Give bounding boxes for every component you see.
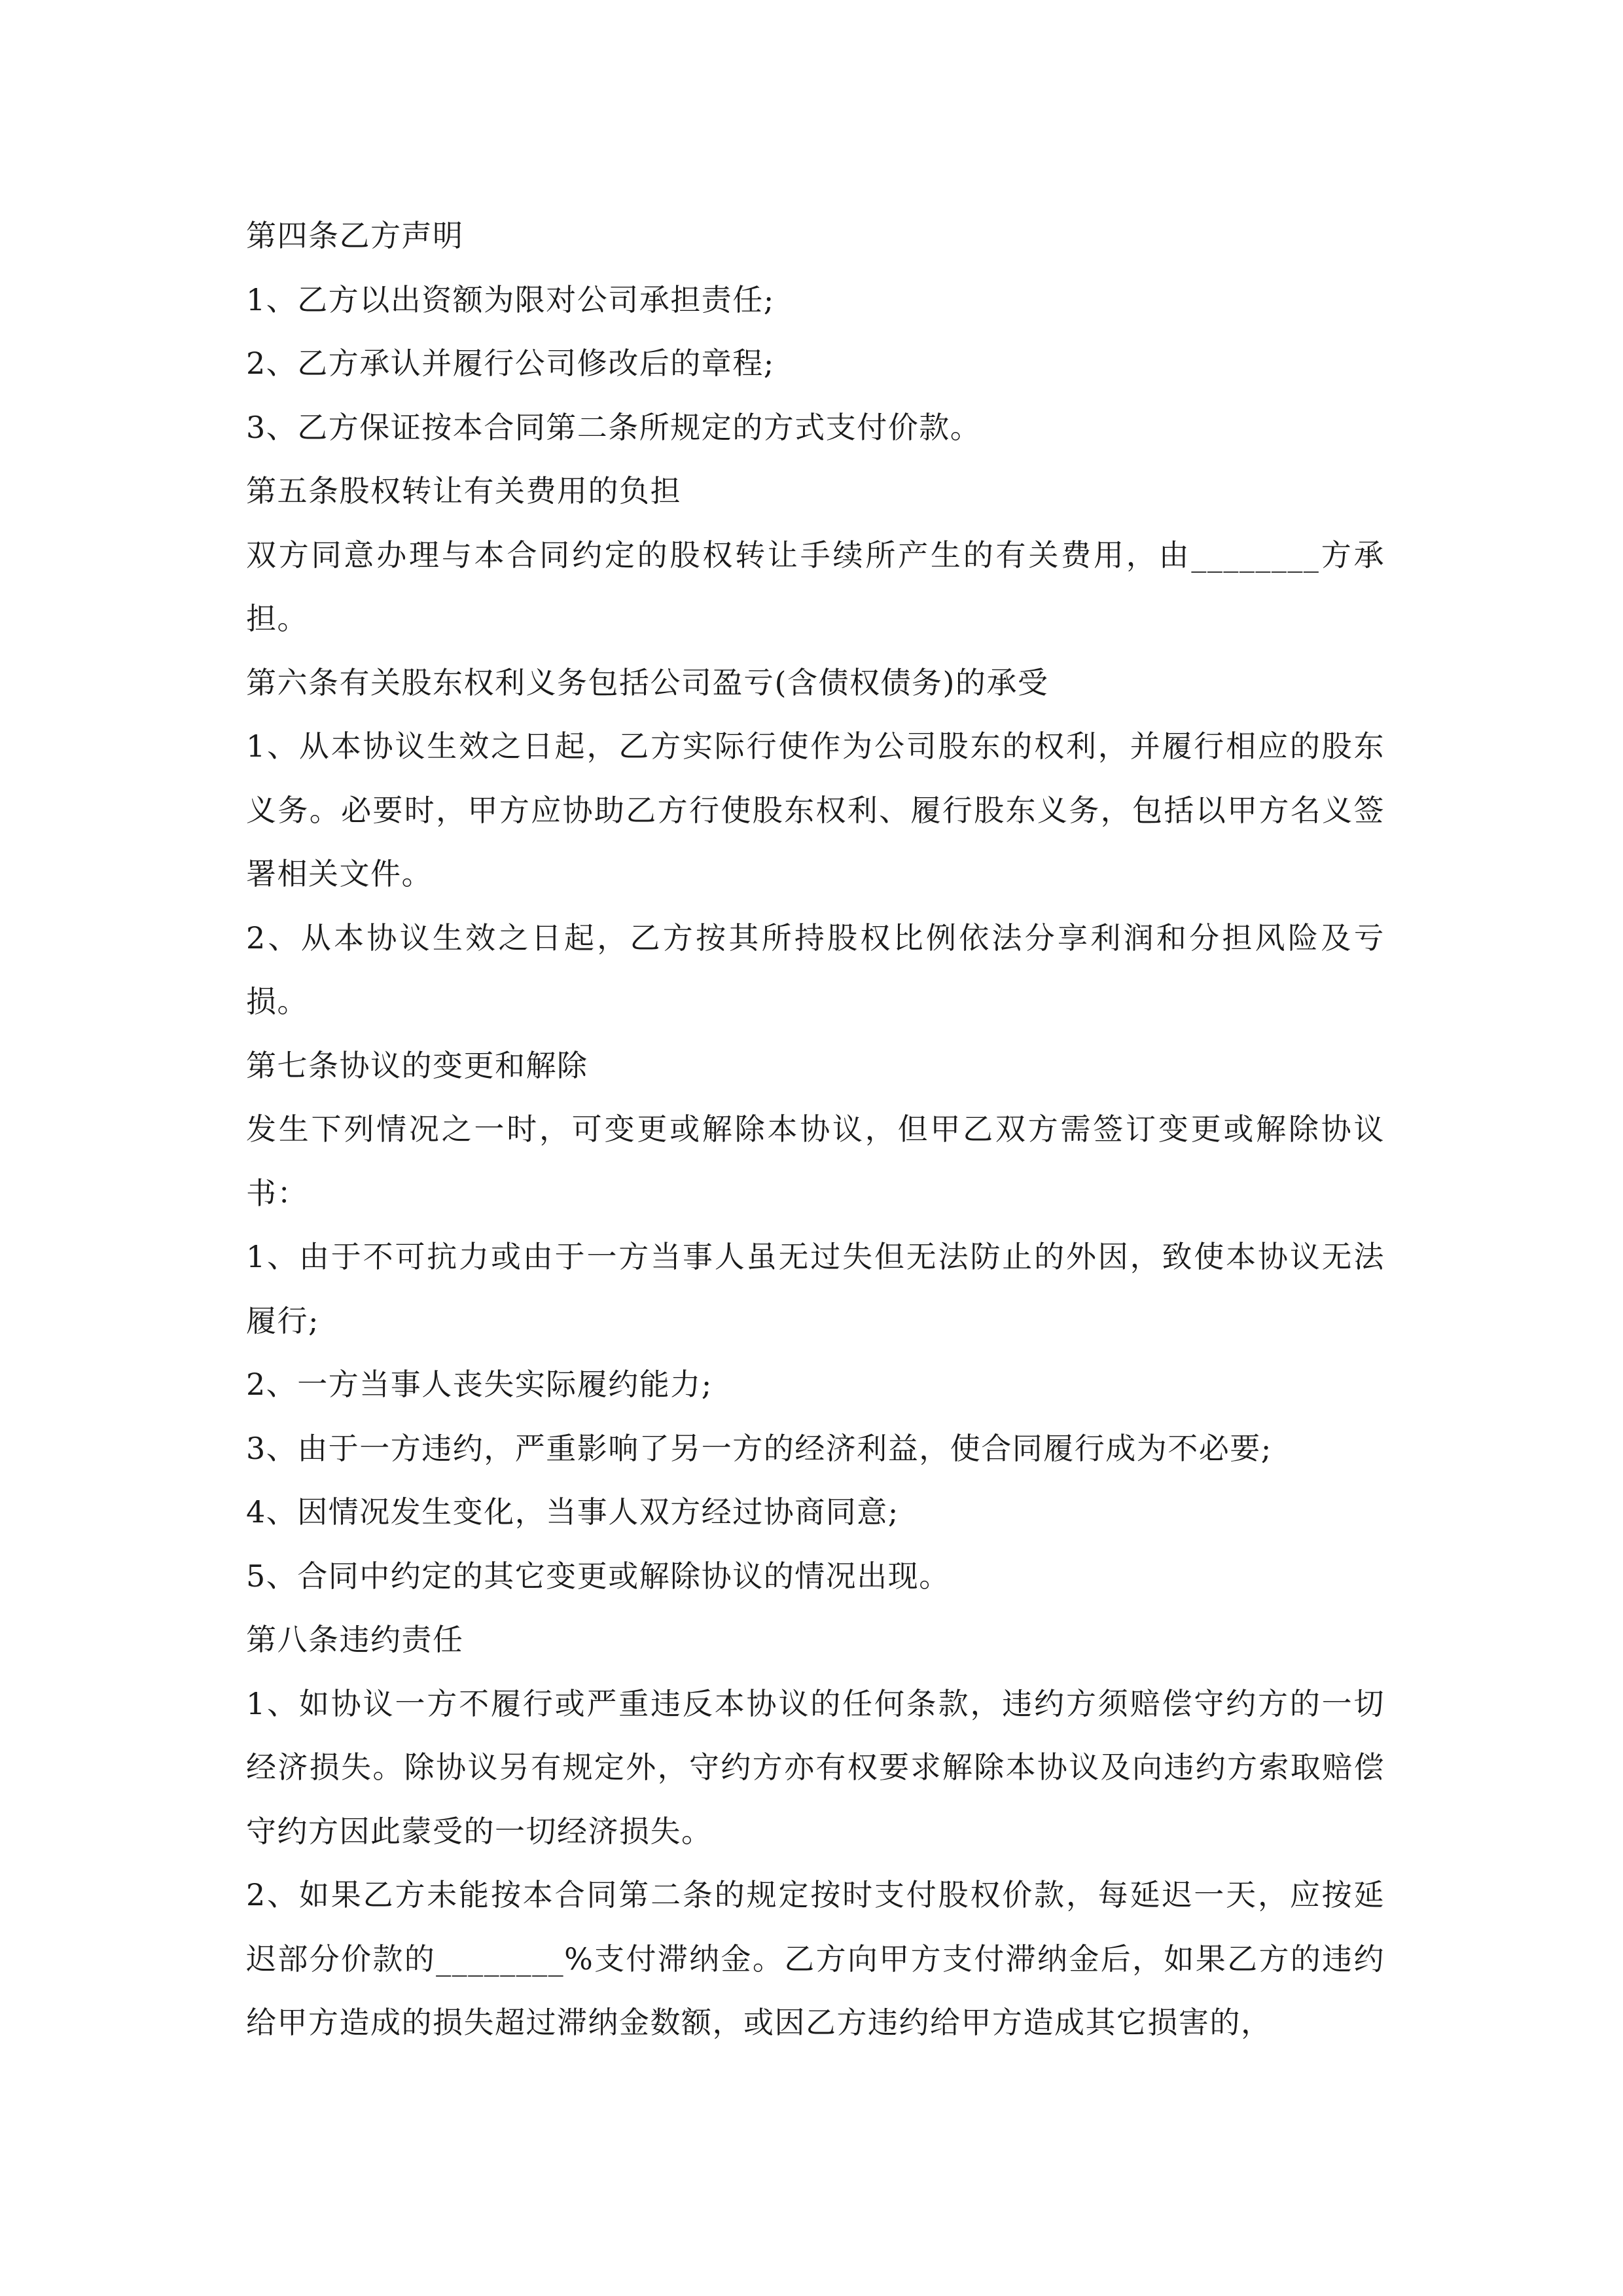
article-7-title: 第七条协议的变更和解除: [246, 1047, 588, 1083]
article-4-item-3: 3、乙方保证按本合同第二条所规定的方式支付价款。: [246, 409, 982, 445]
article-8-title: 第八条违约责任: [246, 1622, 464, 1657]
article-6-title: 第六条有关股东权利义务包括公司盈亏(含债权债务)的承受: [246, 664, 1049, 700]
article-6-item-2: 2、从本协议生效之日起，乙方按其所持股权比例依法分享利润和分担风险及亏损。: [246, 920, 1385, 1019]
document-body: [246, 204, 1385, 2055]
article-5-title: 第五条股权转让有关费用的负担: [246, 473, 681, 509]
article-8-item-2: 2、如果乙方未能按本合同第二条的规定按时支付股权价款，每延迟一天，应按延迟部分价款的________%支付滞纳金。乙方向甲方支付滞纳金后，如果乙方的违约给甲方造成的损失超过滞纳金数额，或因乙方违约给甲方造成其它损害的，: [246, 1877, 1385, 2040]
article-8-item-1: 1、如协议一方不履行或严重违反本协议的任何条款，违约方须赔偿守约方的一切经济损失。除协议另有规定外，守约方亦有权要求解除本协议及向违约方索取赔偿守约方因此蒙受的一切经济损失。: [246, 1685, 1385, 1849]
article-7-item-3: 3、由于一方违约，严重影响了另一方的经济利益，使合同履行成为不必要;: [246, 1430, 1272, 1466]
article-7-item-4: 4、因情况发生变化，当事人双方经过协商同意;: [246, 1494, 899, 1530]
article-7-body: 发生下列情况之一时，可变更或解除本协议，但甲乙双方需签订变更或解除协议书：: [246, 1111, 1385, 1211]
article-4-item-1: 1、乙方以出资额为限对公司承担责任;: [246, 281, 775, 317]
article-4-item-2: 2、乙方承认并履行公司修改后的章程;: [246, 346, 775, 381]
article-5-body: 双方同意办理与本合同约定的股权转让手续所产生的有关费用，由________方承担。: [246, 537, 1385, 636]
article-7-item-2: 2、一方当事人丧失实际履约能力;: [246, 1367, 713, 1402]
article-6-item-1: 1、从本协议生效之日起，乙方实际行使作为公司股东的权利，并履行相应的股东义务。必要时，甲方应协助乙方行使股东权利、履行股东义务，包括以甲方名义签署相关文件。: [246, 728, 1385, 891]
article-7-item-1: 1、由于不可抗力或由于一方当事人虽无过失但无法防止的外因，致使本协议无法履行;: [246, 1239, 1385, 1338]
article-4-title: 第四条乙方声明: [246, 218, 464, 253]
article-7-item-5: 5、合同中约定的其它变更或解除协议的情况出现。: [246, 1558, 950, 1594]
